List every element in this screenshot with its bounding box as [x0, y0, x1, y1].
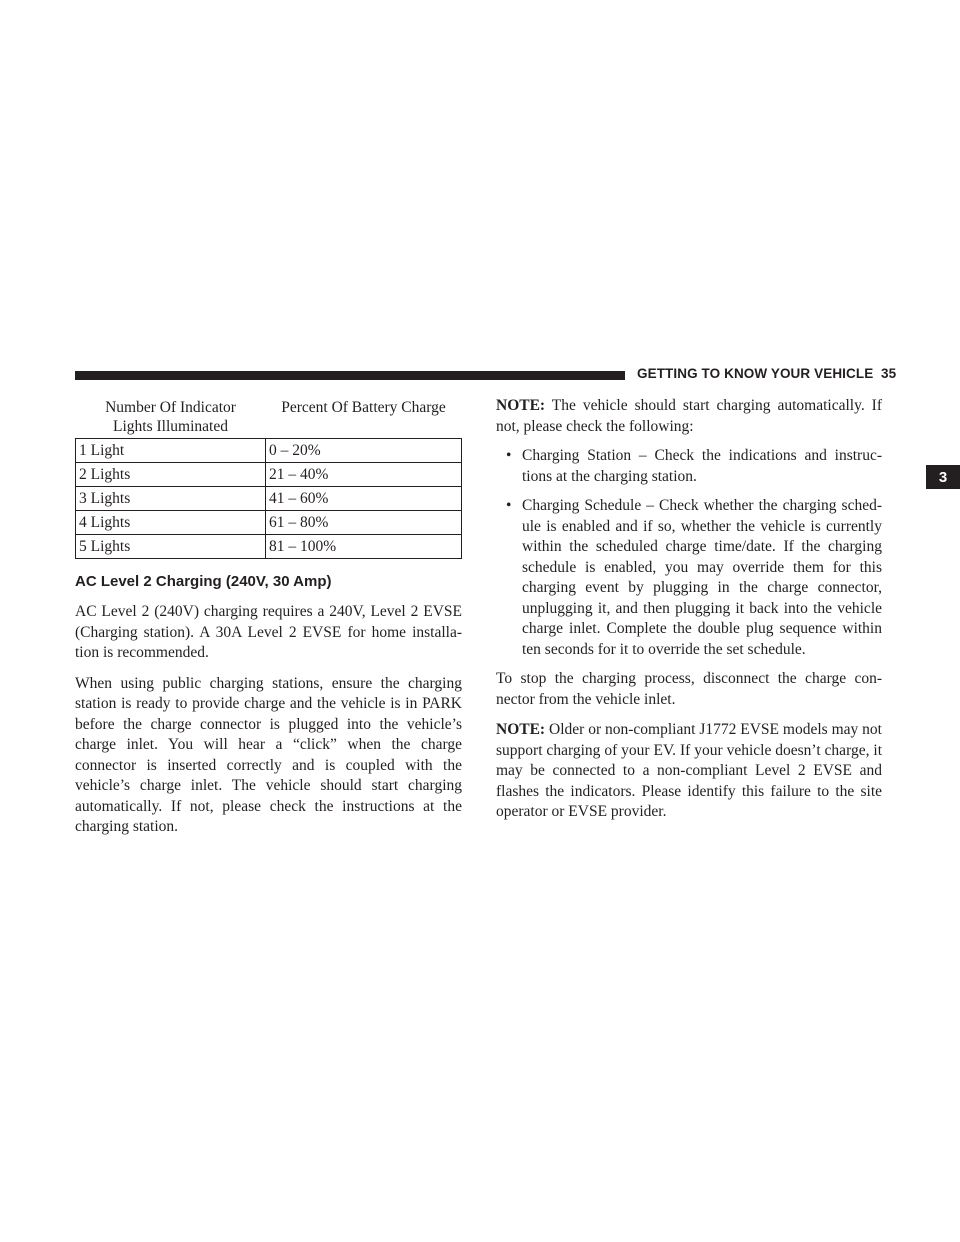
paragraph-level2-requirement: AC Level 2 (240V) charging requires a 240V, Level 2 EVSE (Charging station). A 30A Level 2 EVSE for home installa-tion is recommended.	[75, 603, 462, 661]
table-cell-lights: 4 Lights	[76, 511, 266, 535]
table-row	[76, 439, 462, 463]
paragraph-public-charging: When using public charging stations, ensure the charging station is ready to provide charge and the vehicle is in PARK before the charge connector is plugged into the vehicle’s charge inlet. You will hear a “click” when the charge connector is inserted correctly and is coupled with the vehicle’s charge inlet. The vehicle should start charging automatically. If not, please check the instructions at the charging station.	[75, 674, 462, 835]
note-noncompliant-evse: NOTE: Older or non-compliant J1772 EVSE models may not support charging of your EV. If your vehicle doesn’t charge, it may be connected to a non-compliant Level 2 EVSE and flashes the indicators. Please identify this failure to the site operator or EVSE provider.	[496, 721, 882, 820]
note-label: NOTE:	[496, 721, 546, 738]
table-row	[76, 535, 462, 559]
note-label: NOTE:	[496, 397, 546, 414]
bullet-icon: •	[506, 497, 512, 514]
table-cell-percent: 21 – 40%	[266, 463, 462, 487]
running-header	[637, 366, 896, 381]
table-cell-percent: 81 – 100%	[266, 535, 462, 559]
chapter-tab: 3	[926, 465, 960, 489]
page-number: 35	[881, 366, 897, 381]
indicator-lights-table	[75, 396, 462, 559]
table-cell-lights: 1 Light	[76, 439, 266, 463]
header-rule	[75, 371, 625, 380]
table-row	[76, 511, 462, 535]
column-header-lights: Number Of Indicator Lights Illuminated	[76, 396, 266, 439]
section-heading: AC Level 2 Charging (240V, 30 Amp)	[75, 573, 332, 590]
table-row	[76, 487, 462, 511]
table-cell-percent: 61 – 80%	[266, 511, 462, 535]
column-header-percent: Percent Of Battery Charge	[266, 396, 462, 439]
note-auto-charging: NOTE: The vehicle should start charging automatically. If not, please check the following:	[496, 397, 882, 435]
table-cell-percent: 0 – 20%	[266, 439, 462, 463]
bullet-icon: •	[506, 447, 512, 464]
table-cell-lights: 5 Lights	[76, 535, 266, 559]
troubleshooting-list	[496, 446, 882, 660]
table-cell-lights: 3 Lights	[76, 487, 266, 511]
table-cell-percent: 41 – 60%	[266, 487, 462, 511]
section-title: GETTING TO KNOW YOUR VEHICLE	[637, 366, 874, 381]
table-row	[76, 463, 462, 487]
table-header-row	[76, 396, 462, 439]
table-cell-lights: 2 Lights	[76, 463, 266, 487]
right-column	[496, 396, 882, 823]
list-item: • Charging Schedule – Check whether the charging sched-ule is enabled and if so, whether the vehicle is currently within the scheduled charge time/date. If the charging schedule is enabled, you may override them for this charging event by plugging in the charge connector, unplugging it, and then plugging it back into the vehicle charge inlet. Complete the double plug sequence within ten seconds for it to override the set schedule.	[506, 497, 882, 658]
left-column	[75, 396, 462, 838]
list-item: • Charging Station – Check the indications and instruc-tions at the charging station.	[506, 447, 882, 485]
paragraph-stop-charging: To stop the charging process, disconnect the charge con-nector from the vehicle inlet.	[496, 670, 882, 708]
